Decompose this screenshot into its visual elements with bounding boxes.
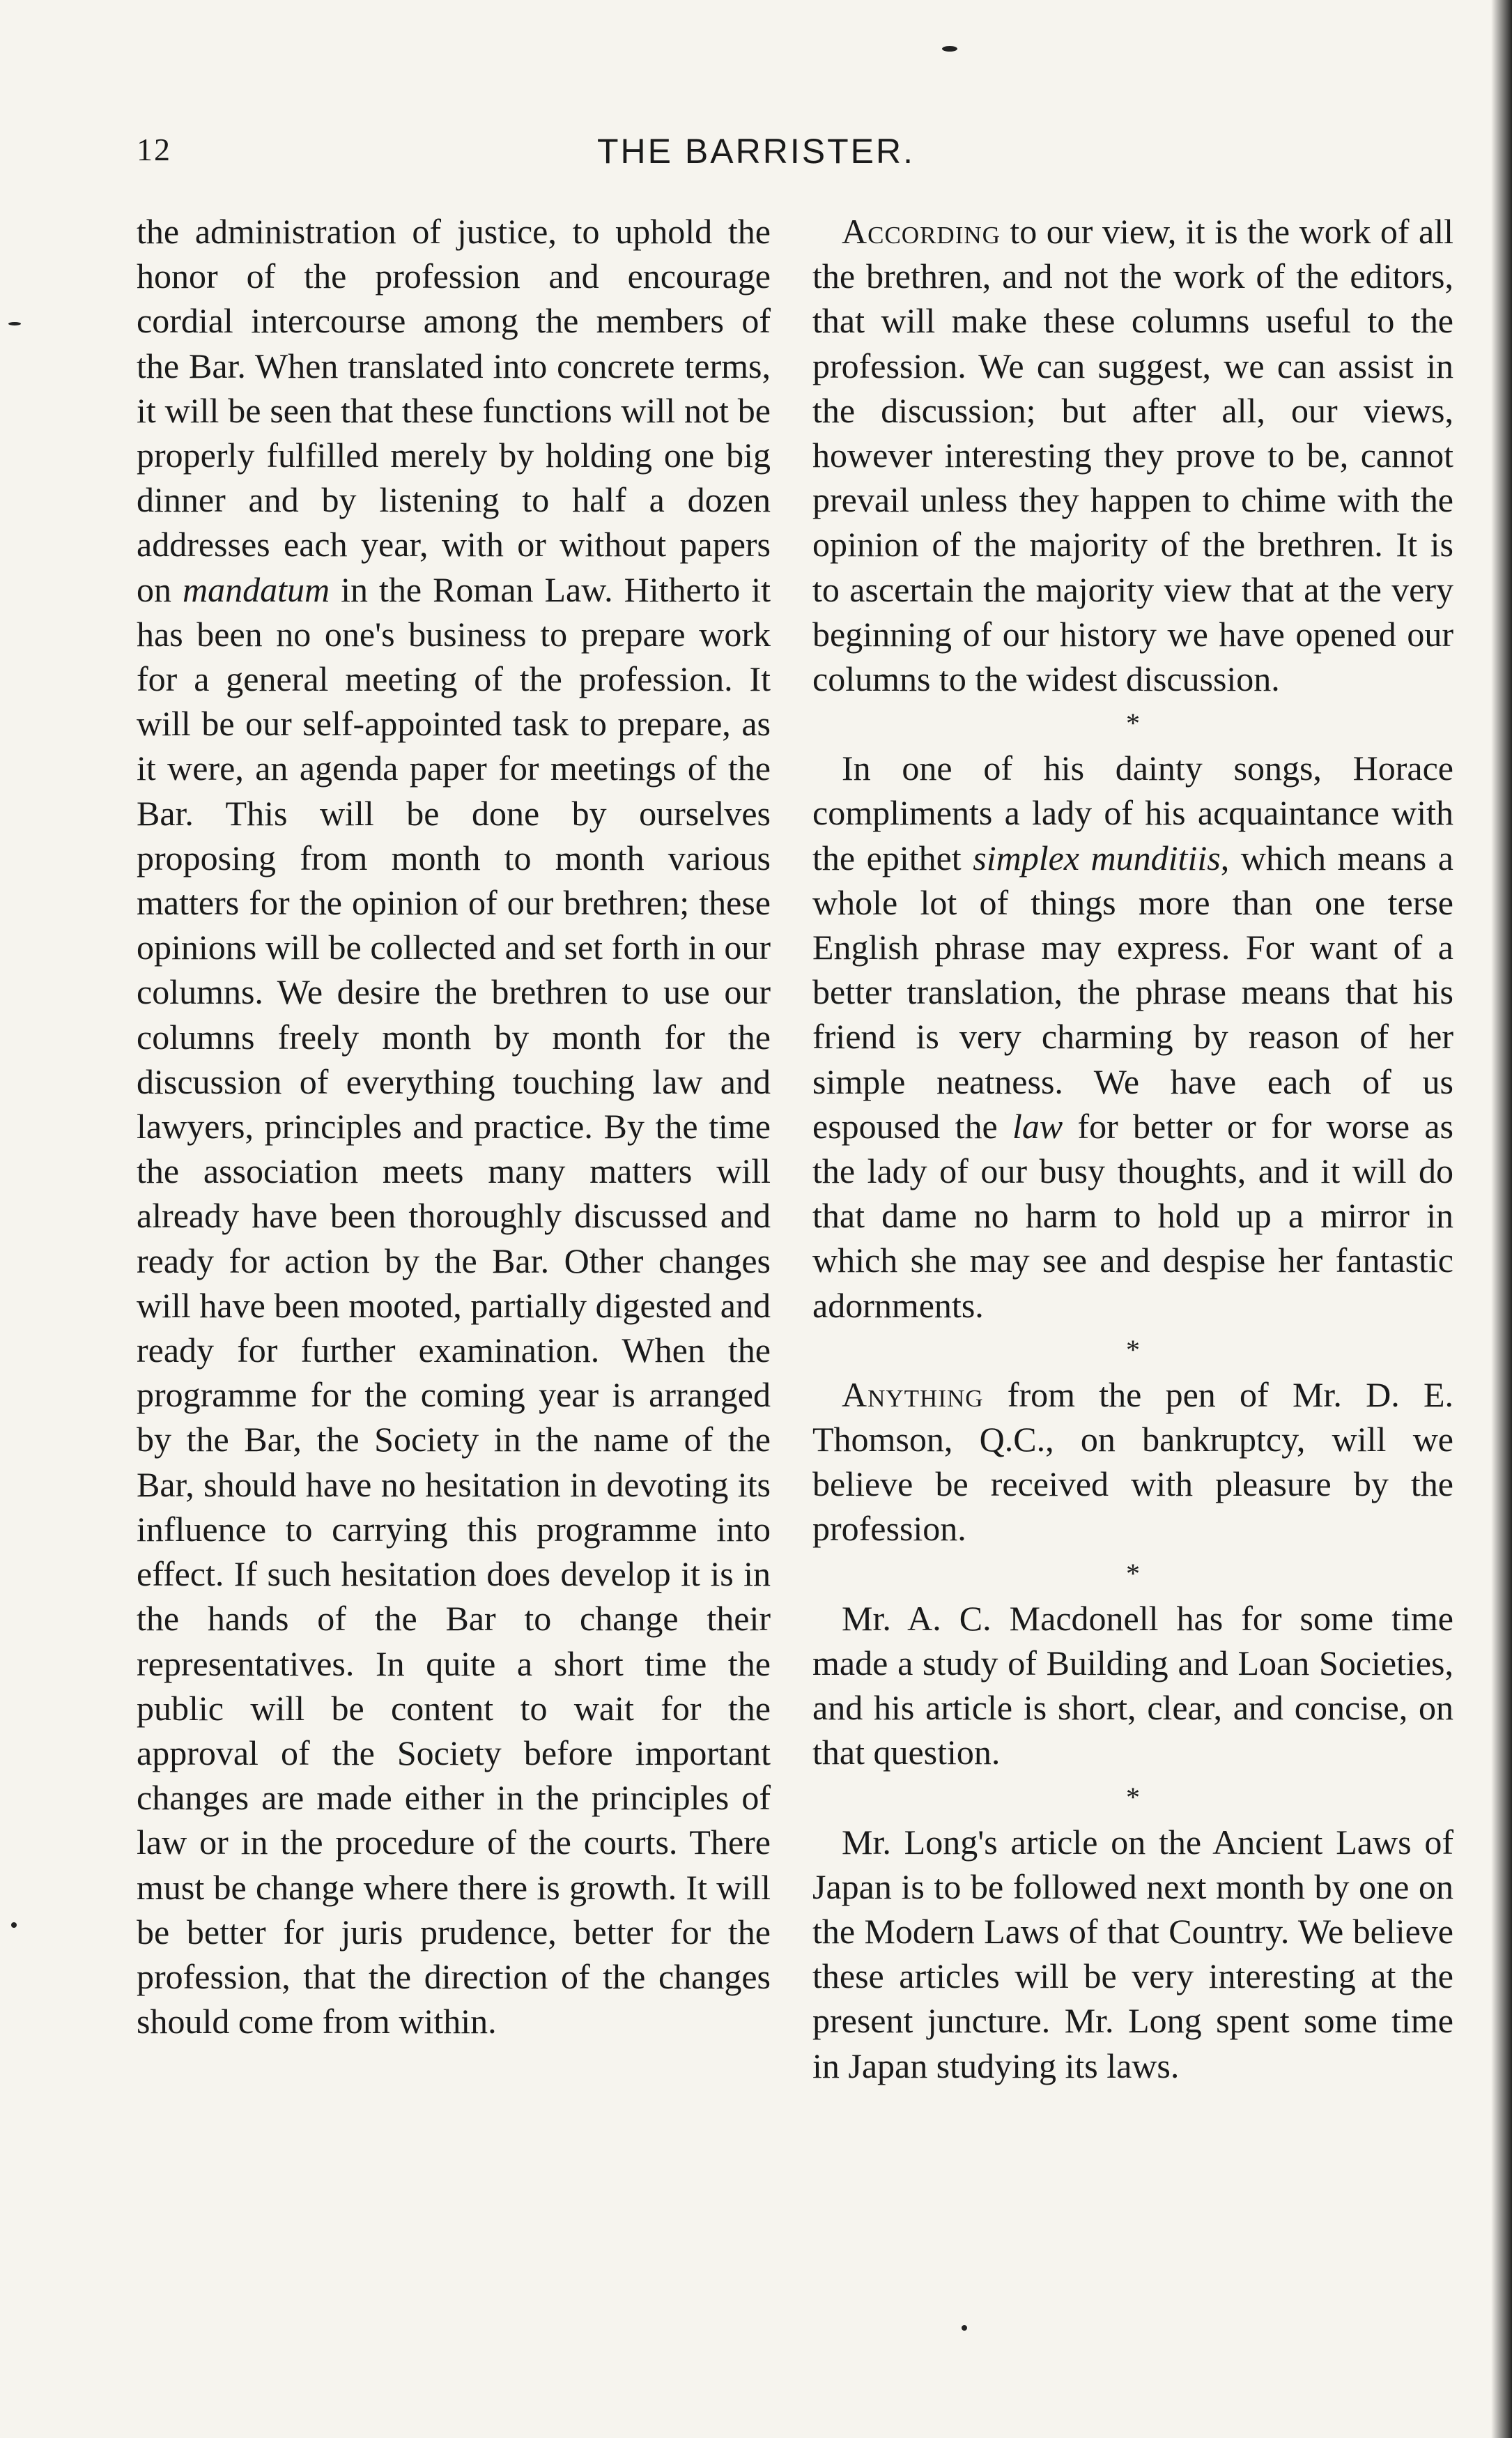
- scan-edge-shadow: [1491, 0, 1512, 2438]
- right-column: [812, 209, 1453, 2088]
- italic-law: law: [1012, 1106, 1063, 1146]
- separator-asterisk-3: *: [1126, 1557, 1140, 1589]
- p1-text: to our view, it is the work of all the brethren, and not the work of the editors, that will make these columns useful to the profession. We can suggest, we can assist in the discussion; but after all, our views, however interesting they prove to be, cannot prevail unless they happen to chime with the opinion of the majority of the brethren. It is to ascertain the majority view that at the very beginning of our history we have opened our columns to the widest discussion.: [812, 212, 1453, 699]
- p2-text-b: , which means a whole lot of things more than one terse English phrase may express. For want of a better translation, the phrase means that his friend is very charming by reason of her simple neatness. We have each of us espoused the: [812, 838, 1453, 1146]
- italic-mandatum: mandatum: [183, 569, 330, 609]
- lead-according: According: [842, 212, 1001, 251]
- scan-speck: [962, 2325, 967, 2331]
- p5-text: Mr. Long's article on the Ancient Laws of Japan is to be followed next month by one on the Modern Laws of that Country. We believe these articles will be very interesting at the present juncture. Mr. Long spent some time in Japan studying its laws.: [812, 1822, 1453, 2085]
- p4-text: Mr. A. C. Macdonell has for some time made a study of Building and Loan Societies, and his article is short, clear, and concise, on that question.: [812, 1598, 1453, 1772]
- p2-text-a: In one of his dainty songs, Horace compliments a lady of his acquaintance with the epithet: [812, 749, 1453, 877]
- scan-speck: [8, 322, 21, 325]
- separator-asterisk-1: *: [1126, 707, 1140, 739]
- left-text-2: in the Roman Law. Hitherto it has been no one's business to prepare work for a general meeting of the profession. It will be our self-appointed task to prepare, as it were, an agenda paper for meetings of the Bar. This will be done by ourselves proposing from month to month various matters for the opinion of our brethren; these opinions will be collected and set forth in our columns. We desire the brethren to use our columns freely month by month for the discussion of everything touching law and lawyers, principles and practice. By the time the association meets many matters will already have been thoroughly discussed and ready for action by the Bar. Other changes will have been mooted, partially digested and ready for further examination. When the programme for the coming year is arranged by the Bar, the Society in the name of the Bar, should have no hesitation in devoting its influence to carrying this programme into effect. If such hesitation does develop it is in the hands of the Bar to change their representatives. In quite a short time the public will be content to wait for the approval of the Society before important changes are made either in the principles of law or in the procedure of the courts. There must be change where there is growth. It will be better for juris prudence, better for the profession, that the direction of the changes should come from within.: [137, 569, 771, 2041]
- p3-text: from the pen of Mr. D. E. Thomson, Q.C., on bankruptcy, will we believe be received with pleasure by the profession.: [812, 1374, 1453, 1549]
- left-text-1: the administration of justice, to uphold the honor of the profession and encourage cordial intercourse among the members of the Bar. When translated into concrete terms, it will be seen that these functions will not be properly fulfilled merely by holding one big dinner and by listening to half a dozen addresses each year, with or without papers on: [137, 212, 771, 609]
- running-title: THE BARRISTER.: [597, 132, 915, 171]
- left-paragraph: [137, 209, 771, 2044]
- paragraph-anything: [812, 1372, 1453, 1551]
- left-column: [137, 209, 771, 2044]
- scan-speck: [11, 1922, 17, 1928]
- scan-speck: [942, 46, 957, 52]
- p2-text-c: for better or for worse as the lady of our busy thoughts, and it will do that dame no harm to hold up a mirror in which she may see and despise her fantastic adornments.: [812, 1106, 1453, 1325]
- paragraph-long: [812, 1820, 1453, 2088]
- italic-simplex-munditiis: simplex munditiis: [973, 838, 1221, 877]
- separator-asterisk-4: *: [1126, 1781, 1140, 1813]
- paragraph-according: [812, 209, 1453, 701]
- paragraph-horace: [812, 746, 1453, 1328]
- separator-asterisk-2: *: [1126, 1333, 1140, 1365]
- page-number: 12: [137, 132, 171, 167]
- lead-anything: Anything: [842, 1374, 984, 1414]
- paragraph-macdonell: [812, 1596, 1453, 1775]
